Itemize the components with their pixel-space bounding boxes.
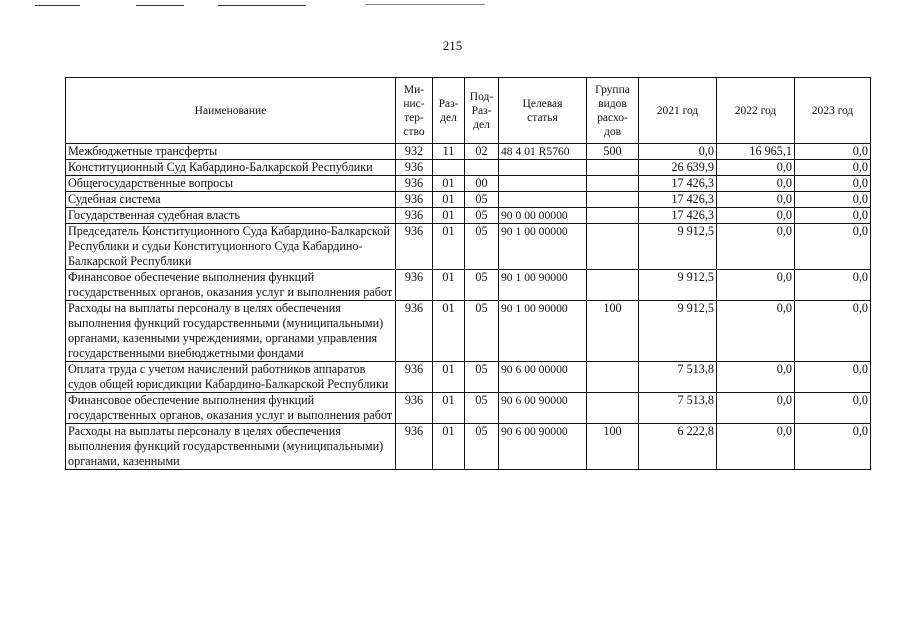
table-row bbox=[66, 176, 871, 192]
row-year-2021: 7 513,8 bbox=[639, 362, 717, 393]
header-year-2022: 2022 год bbox=[717, 78, 795, 144]
row-section: 01 bbox=[433, 393, 465, 424]
row-target-article: 90 6 00 00000 bbox=[499, 362, 587, 393]
row-ministry: 932 bbox=[396, 144, 433, 160]
row-target-article: 90 1 00 90000 bbox=[499, 301, 587, 362]
row-year-2022: 0,0 bbox=[717, 224, 795, 270]
row-subsection: 05 bbox=[465, 224, 499, 270]
row-year-2022: 16 965,1 bbox=[717, 144, 795, 160]
row-year-2021: 6 222,8 bbox=[639, 424, 717, 470]
row-year-2023: 0,0 bbox=[795, 144, 871, 160]
row-section: 01 bbox=[433, 176, 465, 192]
row-year-2023: 0,0 bbox=[795, 208, 871, 224]
scan-artifact-line bbox=[136, 5, 184, 6]
row-year-2023: 0,0 bbox=[795, 192, 871, 208]
row-subsection: 00 bbox=[465, 176, 499, 192]
row-year-2022: 0,0 bbox=[717, 160, 795, 176]
row-ministry: 936 bbox=[396, 270, 433, 301]
row-expense-group bbox=[587, 160, 639, 176]
row-section: 01 bbox=[433, 192, 465, 208]
budget-table bbox=[65, 77, 871, 470]
table-row bbox=[66, 160, 871, 176]
row-year-2022: 0,0 bbox=[717, 301, 795, 362]
header-year-2021: 2021 год bbox=[639, 78, 717, 144]
row-year-2022: 0,0 bbox=[717, 362, 795, 393]
table-row bbox=[66, 393, 871, 424]
row-ministry: 936 bbox=[396, 208, 433, 224]
row-section: 01 bbox=[433, 424, 465, 470]
row-name: Финансовое обеспечение выполнения функций государственных органов, оказания услуг и выполнения работ bbox=[66, 270, 396, 301]
row-ministry: 936 bbox=[396, 362, 433, 393]
row-year-2021: 9 912,5 bbox=[639, 301, 717, 362]
row-target-article bbox=[499, 176, 587, 192]
row-expense-group bbox=[587, 270, 639, 301]
row-expense-group bbox=[587, 362, 639, 393]
row-subsection: 05 bbox=[465, 301, 499, 362]
row-ministry: 936 bbox=[396, 424, 433, 470]
row-name: Судебная система bbox=[66, 192, 396, 208]
row-name: Расходы на выплаты персоналу в целях обеспечения выполнения функций государственными (муниципальными) органами, казенными учреждениями, органами управления государственными внебюджетными фондами bbox=[66, 301, 396, 362]
row-target-article: 90 1 00 90000 bbox=[499, 270, 587, 301]
row-subsection bbox=[465, 160, 499, 176]
row-subsection: 05 bbox=[465, 393, 499, 424]
header-subsection: Под- Раз- дел bbox=[465, 78, 499, 144]
row-year-2022: 0,0 bbox=[717, 208, 795, 224]
row-name: Межбюджетные трансферты bbox=[66, 144, 396, 160]
row-target-article: 90 6 00 90000 bbox=[499, 393, 587, 424]
row-expense-group: 100 bbox=[587, 301, 639, 362]
row-year-2023: 0,0 bbox=[795, 301, 871, 362]
table-row bbox=[66, 224, 871, 270]
row-year-2023: 0,0 bbox=[795, 393, 871, 424]
row-ministry: 936 bbox=[396, 192, 433, 208]
row-section: 01 bbox=[433, 362, 465, 393]
row-section: 01 bbox=[433, 208, 465, 224]
row-target-article: 90 6 00 90000 bbox=[499, 424, 587, 470]
row-year-2022: 0,0 bbox=[717, 424, 795, 470]
row-subsection: 05 bbox=[465, 208, 499, 224]
row-year-2023: 0,0 bbox=[795, 424, 871, 470]
row-ministry: 936 bbox=[396, 393, 433, 424]
row-name: Председатель Конституционного Суда Кабардино-Балкарской Республики и судьи Конституционного Суда Кабардино-Балкарской Республики bbox=[66, 224, 396, 270]
table-row bbox=[66, 301, 871, 362]
row-expense-group: 100 bbox=[587, 424, 639, 470]
table-row bbox=[66, 192, 871, 208]
row-year-2022: 0,0 bbox=[717, 270, 795, 301]
row-expense-group bbox=[587, 224, 639, 270]
row-ministry: 936 bbox=[396, 224, 433, 270]
row-year-2021: 7 513,8 bbox=[639, 393, 717, 424]
row-section: 01 bbox=[433, 301, 465, 362]
row-name: Конституционный Суд Кабардино-Балкарской Республики bbox=[66, 160, 396, 176]
table-header-row bbox=[66, 78, 871, 144]
row-year-2021: 17 426,3 bbox=[639, 192, 717, 208]
row-target-article bbox=[499, 160, 587, 176]
row-subsection: 05 bbox=[465, 192, 499, 208]
row-year-2023: 0,0 bbox=[795, 362, 871, 393]
header-section: Раз- дел bbox=[433, 78, 465, 144]
table-row bbox=[66, 362, 871, 393]
row-section: 01 bbox=[433, 224, 465, 270]
row-target-article bbox=[499, 192, 587, 208]
row-year-2021: 9 912,5 bbox=[639, 270, 717, 301]
header-expense-group: Группа видов расхо- дов bbox=[587, 78, 639, 144]
row-name: Оплата труда с учетом начислений работников аппаратов судов общей юрисдикции Кабардино-Балкарской Республики bbox=[66, 362, 396, 393]
row-year-2023: 0,0 bbox=[795, 270, 871, 301]
row-expense-group: 500 bbox=[587, 144, 639, 160]
row-expense-group bbox=[587, 208, 639, 224]
row-name: Расходы на выплаты персоналу в целях обеспечения выполнения функций государственными (муниципальными) органами, казенными bbox=[66, 424, 396, 470]
row-year-2021: 17 426,3 bbox=[639, 176, 717, 192]
row-ministry: 936 bbox=[396, 301, 433, 362]
page-number: 215 bbox=[442, 38, 463, 53]
row-year-2021: 9 912,5 bbox=[639, 224, 717, 270]
row-name: Финансовое обеспечение выполнения функций государственных органов, оказания услуг и выполнения работ bbox=[66, 393, 396, 424]
row-expense-group bbox=[587, 393, 639, 424]
row-name: Общегосударственные вопросы bbox=[66, 176, 396, 192]
scan-artifact-line bbox=[365, 4, 485, 5]
scan-artifact-line bbox=[218, 5, 306, 6]
row-subsection: 02 bbox=[465, 144, 499, 160]
row-year-2022: 0,0 bbox=[717, 192, 795, 208]
table-row bbox=[66, 144, 871, 160]
row-expense-group bbox=[587, 192, 639, 208]
row-year-2023: 0,0 bbox=[795, 224, 871, 270]
row-ministry: 936 bbox=[396, 176, 433, 192]
scan-artifact-line bbox=[35, 5, 80, 6]
row-target-article: 48 4 01 R5760 bbox=[499, 144, 587, 160]
row-year-2023: 0,0 bbox=[795, 176, 871, 192]
header-year-2023: 2023 год bbox=[795, 78, 871, 144]
row-year-2021: 0,0 bbox=[639, 144, 717, 160]
table-row bbox=[66, 270, 871, 301]
table-row bbox=[66, 208, 871, 224]
header-target-article: Целевая статья bbox=[499, 78, 587, 144]
row-year-2021: 17 426,3 bbox=[639, 208, 717, 224]
row-subsection: 05 bbox=[465, 270, 499, 301]
row-section: 01 bbox=[433, 270, 465, 301]
row-target-article: 90 0 00 00000 bbox=[499, 208, 587, 224]
row-expense-group bbox=[587, 176, 639, 192]
row-year-2022: 0,0 bbox=[717, 176, 795, 192]
row-year-2023: 0,0 bbox=[795, 160, 871, 176]
row-subsection: 05 bbox=[465, 362, 499, 393]
table-row bbox=[66, 424, 871, 470]
row-name: Государственная судебная власть bbox=[66, 208, 396, 224]
row-section bbox=[433, 160, 465, 176]
row-ministry: 936 bbox=[396, 160, 433, 176]
header-name: Наименование bbox=[66, 78, 396, 144]
row-subsection: 05 bbox=[465, 424, 499, 470]
row-year-2022: 0,0 bbox=[717, 393, 795, 424]
header-ministry: Ми- нис- тер- ство bbox=[396, 78, 433, 144]
row-year-2021: 26 639,9 bbox=[639, 160, 717, 176]
row-target-article: 90 1 00 00000 bbox=[499, 224, 587, 270]
row-section: 11 bbox=[433, 144, 465, 160]
